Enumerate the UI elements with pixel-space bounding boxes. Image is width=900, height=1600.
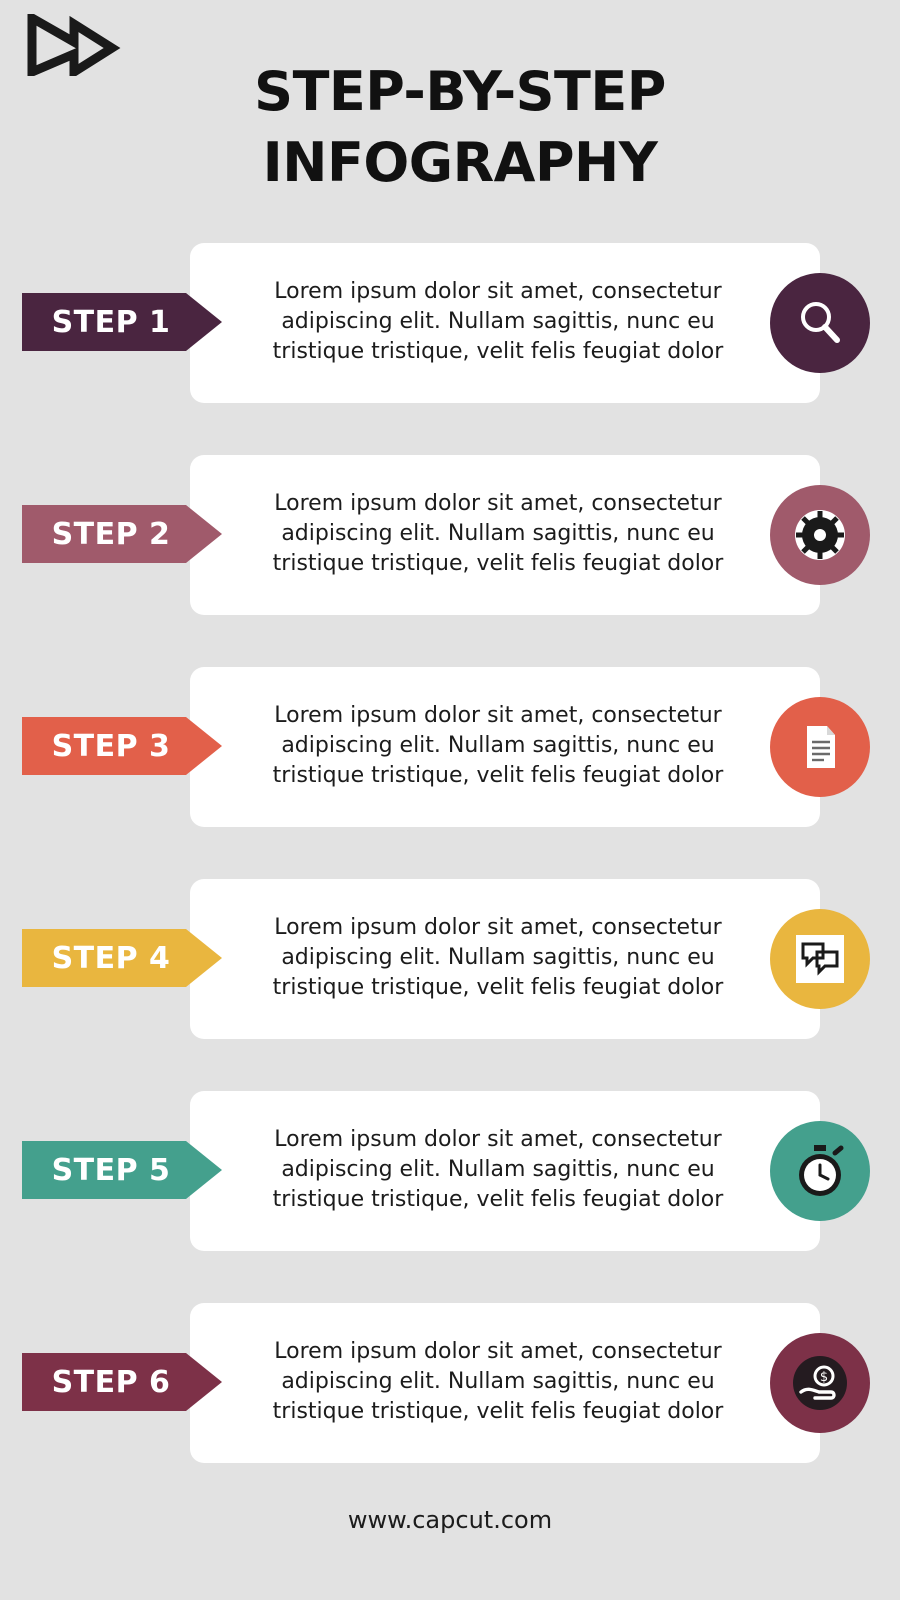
step-label: STEP 5	[51, 1152, 171, 1188]
step-banner-3[interactable]	[22, 717, 222, 775]
step-card	[190, 1091, 820, 1251]
step-row	[0, 639, 900, 851]
gear-icon	[770, 485, 870, 585]
hand-money-icon	[770, 1333, 870, 1433]
step-card	[190, 667, 820, 827]
step-card	[190, 879, 820, 1039]
steps-list	[0, 215, 900, 1487]
step-card	[190, 455, 820, 615]
step-row	[0, 1275, 900, 1487]
stopwatch-icon	[770, 1121, 870, 1221]
step-description: Lorem ipsum dolor sit amet, consectetur adipiscing elit. Nullam sagittis, nunc eu tristique tristique, velit felis feugiat dolor	[272, 279, 724, 364]
step-description: Lorem ipsum dolor sit amet, consectetur adipiscing elit. Nullam sagittis, nunc eu tristique tristique, velit felis feugiat dolor	[272, 491, 724, 576]
step-card	[190, 1303, 820, 1463]
step-label: STEP 3	[51, 728, 171, 764]
step-row	[0, 1063, 900, 1275]
header	[0, 0, 900, 215]
step-label: STEP 2	[51, 516, 171, 552]
svg-text:$: $	[819, 1370, 829, 1385]
document-icon	[770, 697, 870, 797]
step-row	[0, 215, 900, 427]
step-label: STEP 4	[51, 940, 171, 976]
step-label: STEP 6	[51, 1364, 171, 1400]
step-description: Lorem ipsum dolor sit amet, consectetur adipiscing elit. Nullam sagittis, nunc eu tristique tristique, velit felis feugiat dolor	[272, 915, 724, 1000]
capcut-logo	[22, 14, 122, 76]
step-description: Lorem ipsum dolor sit amet, consectetur adipiscing elit. Nullam sagittis, nunc eu tristique tristique, velit felis feugiat dolor	[272, 1127, 724, 1212]
step-description: Lorem ipsum dolor sit amet, consectetur adipiscing elit. Nullam sagittis, nunc eu tristique tristique, velit felis feugiat dolor	[272, 1339, 724, 1424]
step-row	[0, 851, 900, 1063]
step-banner-5[interactable]	[22, 1141, 222, 1199]
step-banner-2[interactable]	[22, 505, 222, 563]
page-title: STEP-BY-STEP INFOGRAPHY	[254, 60, 666, 195]
step-banner-1[interactable]	[22, 293, 222, 351]
step-row	[0, 427, 900, 639]
chat-icon	[770, 909, 870, 1009]
step-banner-6[interactable]	[22, 1353, 222, 1411]
magnifier-icon	[770, 273, 870, 373]
footer-url: www.capcut.com	[347, 1506, 553, 1534]
step-label: STEP 1	[51, 304, 171, 340]
step-card	[190, 243, 820, 403]
step-description: Lorem ipsum dolor sit amet, consectetur adipiscing elit. Nullam sagittis, nunc eu tristique tristique, velit felis feugiat dolor	[272, 703, 724, 788]
step-banner-4[interactable]	[22, 929, 222, 987]
